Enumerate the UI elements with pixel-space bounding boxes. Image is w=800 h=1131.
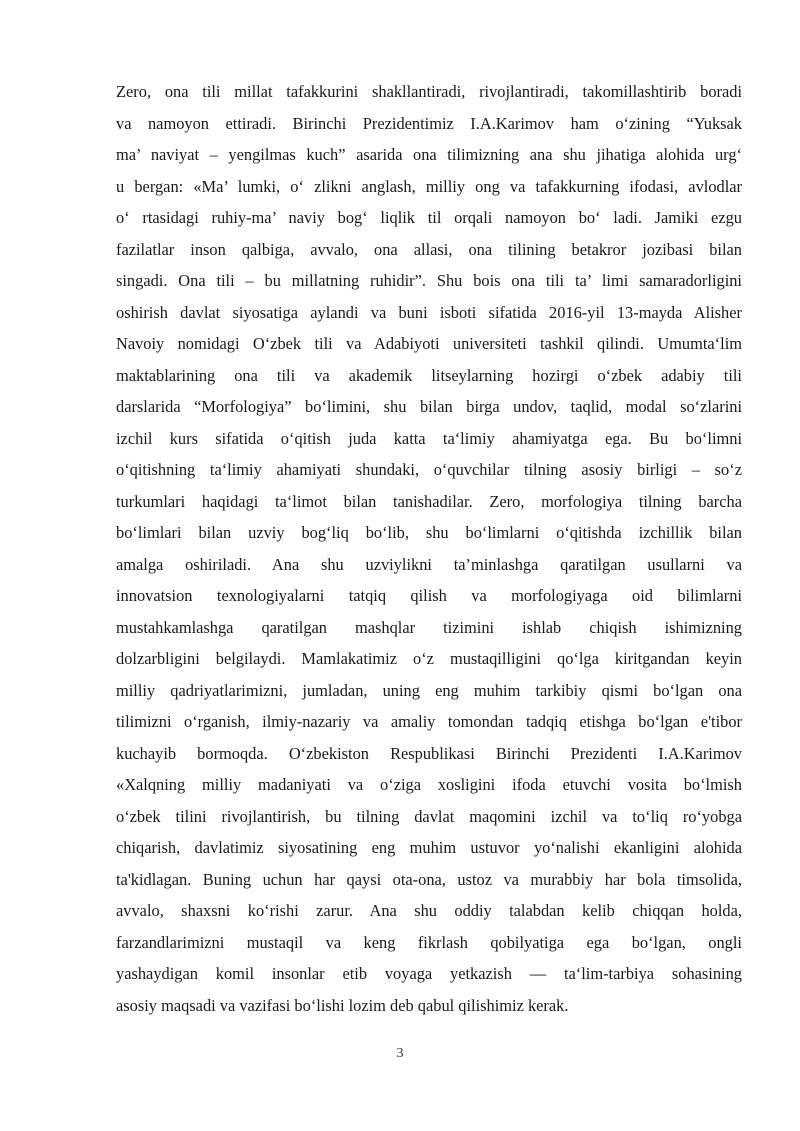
- text-line: amalga oshiriladi. Ana shu uzviylikni ta’minlashga qaratilgan usullarni va: [116, 554, 742, 574]
- text-line: kuchayib bormoqda. O‘zbekiston Respublikasi Birinchi Prezidenti I.A.Karimov: [116, 743, 742, 763]
- text-line: maktablarining ona tili va akademik litseylarning hozirgi o‘zbek adabiy tili: [116, 365, 742, 385]
- text-line: darslarida “Morfologiya” bo‘limini, shu bilan birga undov, taqlid, modal so‘zlarini: [116, 397, 742, 416]
- text-line: bo‘limlari bilan uzviy bog‘liq bo‘lib, shu bo‘limlarni o‘qitishda izchillik bilan: [116, 523, 742, 542]
- text-line: ta'kidlagan. Buning uchun har qaysi ota-ona, ustoz va murabbiy har bola timsolida,: [116, 869, 742, 889]
- page-number: 3: [396, 1046, 404, 1061]
- text-line: yashaydigan komil insonlar etib voyaga yetkazish — ta‘lim-tarbiya sohasining: [116, 964, 742, 983]
- text-line: mustahkamlashga qaratilgan mashqlar tizimini ishlab chiqish ishimizning: [116, 617, 742, 637]
- text-line: «Xalqning milliy madaniyati va o‘ziga xosligini ifoda etuvchi vosita bo‘lmish: [116, 775, 742, 794]
- text-line: Navoiy nomidagi O‘zbek tili va Adabiyoti universiteti tashkil qilindi. Umumta‘lim: [116, 334, 742, 353]
- text-line: o‘qitishning ta‘limiy ahamiyati shundaki, o‘quvchilar tilning asosiy birligi – so‘z: [116, 460, 742, 479]
- text-line: turkumlari haqidagi ta‘limot bilan tanishadilar. Zero, morfologiya tilning barcha: [116, 491, 742, 511]
- text-line: tilimizni o‘rganish, ilmiy-nazariy va amaliy tomondan tadqiq etishga bo‘lgan e'tibor: [116, 712, 742, 731]
- text-line: avvalo, shaxsni ko‘rishi zarur. Ana shu oddiy talabdan kelib chiqqan holda,: [116, 901, 742, 920]
- text-line: o‘ rtasidagi ruhiy-ma’ naviy bog‘ liqlik til orqali namoyon bo‘ ladi. Jamiki ezgu: [116, 208, 742, 227]
- text-line: farzandlarimizni mustaqil va keng fikrlash qobilyatiga ega bo‘lgan, ongli: [116, 932, 742, 952]
- text-line: izchil kurs sifatida o‘qitish juda katta ta‘limiy ahamiyatga ega. Bu bo‘limni: [116, 428, 742, 448]
- text-line: chiqarish, davlatimiz siyosatining eng muhim ustuvor yo‘nalishi ekanligini alohida: [116, 838, 742, 857]
- text-line: fazilatlar inson qalbiga, avvalo, ona allasi, ona tilining betakror jozibasi bilan: [116, 239, 742, 259]
- text-line: o‘zbek tilini rivojlantirish, bu tilning davlat maqomini izchil va to‘liq ro‘yobga: [116, 806, 742, 826]
- text-line: va namoyon ettiradi. Birinchi Prezidentimiz I.A.Karimov ham o‘zining “Yuksak: [116, 113, 742, 133]
- text-line: ma’ naviyat – yengilmas kuch” asarida ona tilimizning ana shu jihatiga alohida urg‘: [116, 145, 742, 164]
- text-line: milliy qadriyatlarimizni, jumladan, uning eng muhim tarkibiy qismi bo‘lgan ona: [116, 680, 742, 700]
- text-line: Zero, ona tili millat tafakkurini shakllantiradi, rivojlantiradi, takomillashtirib boradi: [116, 82, 742, 101]
- text-line: oshirish davlat siyosatiga aylandi va buni isboti sifatida 2016-yil 13-mayda Alisher: [116, 302, 742, 322]
- text-line: asosiy maqsadi va vazifasi bo‘lishi lozim deb qabul qilishimiz kerak.: [116, 995, 569, 1015]
- text-line: singadi. Ona tili – bu millatning ruhidir”. Shu bois ona tili ta’ limi samaradorligini: [116, 271, 742, 290]
- text-line: innovatsion texnologiyalarni tatqiq qilish va morfologiyaga oid bilimlarni: [116, 586, 742, 605]
- text-line: dolzarbligini belgilaydi. Mamlakatimiz o‘z mustaqilligini qo‘lga kiritgandan keyin: [116, 649, 742, 668]
- text-line: u bergan: «Ma’ lumki, o‘ zlikni anglash, milliy ong va tafakkurning ifodasi, avlodlar: [116, 176, 742, 196]
- body-paragraph: [116, 76, 742, 1021]
